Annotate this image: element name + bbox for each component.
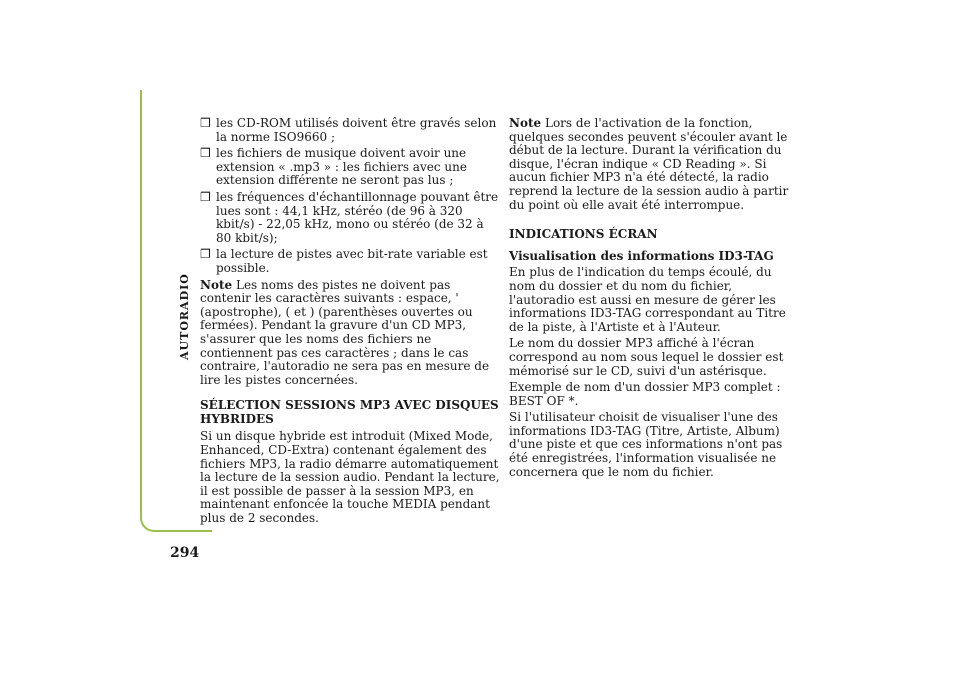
body-paragraph: Si un disque hybride est introduit (Mixed Mode, Enhanced, CD-Extra) contenant également des fichiers MP3, la radio démarre automatiquement la lecture de la session audio. Pendant la lecture, il est possible de passer à la session MP3, en maintenant enfoncée la touche MEDIA pendant plus de 2 secondes. — [200, 429, 500, 526]
section-heading: SÉLECTION SESSIONS MP3 AVEC DISQUES HYBRIDES — [200, 398, 499, 426]
bullet-item — [200, 248, 500, 275]
bullet-item — [200, 191, 500, 245]
bullet-item — [200, 117, 500, 144]
section-heading: INDICATIONS ÉCRAN — [509, 227, 658, 242]
body-paragraph: En plus de l'indication du temps écoulé, du nom du dossier et du nom du fichier, l'autoradio est aussi en mesure de gérer les informations ID3-TAG correspondant au Titre de la piste, à l'Artiste et à l'Auteur. — [509, 265, 786, 334]
bullet-text: les CD-ROM utilisés doivent être gravés selon la norme ISO9660 ; — [216, 116, 497, 144]
body-paragraph: Le nom du dossier MP3 affiché à l'écran correspond au nom sous lequel le dossier est mémorisé sur le CD, suivi d'un astérisque. — [509, 336, 784, 378]
checkbox-bullet-icon: ❒ — [200, 146, 211, 161]
page-number: 294 — [170, 545, 200, 561]
bullet-text: les fréquences d'échantillonnage pouvant être lues sont : 44,1 kHz, stéréo (de 96 à 320 kbit/s) - 22,05 kHz, mono ou stéréo (de 32 à 80 kbit/s); — [216, 189, 499, 245]
right-column — [509, 117, 799, 482]
checkbox-bullet-icon: ❒ — [200, 247, 211, 262]
note-paragraph — [200, 279, 500, 388]
checkbox-bullet-icon: ❒ — [200, 189, 211, 204]
bullet-text: la lecture de pistes avec bit-rate variable est possible. — [216, 247, 488, 275]
left-column — [200, 117, 500, 529]
body-paragraph: Si l'utilisateur choisit de visualiser l'une des informations ID3-TAG (Titre, Artiste, Album) d'une piste et que ces informations n'ont pas été enregistrées, l'information visualisée ne concernera que le nom du fichier. — [509, 410, 783, 479]
section-label: AUTORADIO — [178, 273, 191, 360]
bullet-item — [200, 147, 500, 188]
body-paragraph: Exemple de nom d'un dossier MP3 complet : BEST OF *. — [509, 380, 781, 408]
subsection-heading: Visualisation des informations ID3-TAG — [509, 248, 774, 263]
note-label: Note — [509, 116, 542, 130]
checkbox-bullet-icon: ❒ — [200, 116, 211, 130]
note-paragraph — [509, 117, 799, 212]
note-text: Lors de l'activation de la fonction, quelques secondes peuvent s'écouler avant le début de la lecture. Durant la vérification du disque, l'écran indique « CD Reading ». Si aucun fichier MP3 n'a été détecté, la radio reprend la lecture de la session audio à partir du point où elle avait été interrompue. — [509, 116, 789, 212]
bullet-text: les fichiers de musique doivent avoir une extension « .mp3 » : les fichiers avec une extension différente ne seront pas lus ; — [216, 146, 467, 188]
note-text: Les noms des pistes ne doivent pas contenir les caractères suivants : espace, ' (apostrophe), ( et ) (parenthèses ouvertes ou fermées). Pendant la gravure d'un CD MP3, s'assurer que les noms des fichiers ne contiennent pas ces caractères ; dans le cas contraire, l'autoradio ne sera pas en mesure de lire les pistes concernées. — [200, 277, 490, 387]
note-label: Note — [200, 277, 233, 292]
